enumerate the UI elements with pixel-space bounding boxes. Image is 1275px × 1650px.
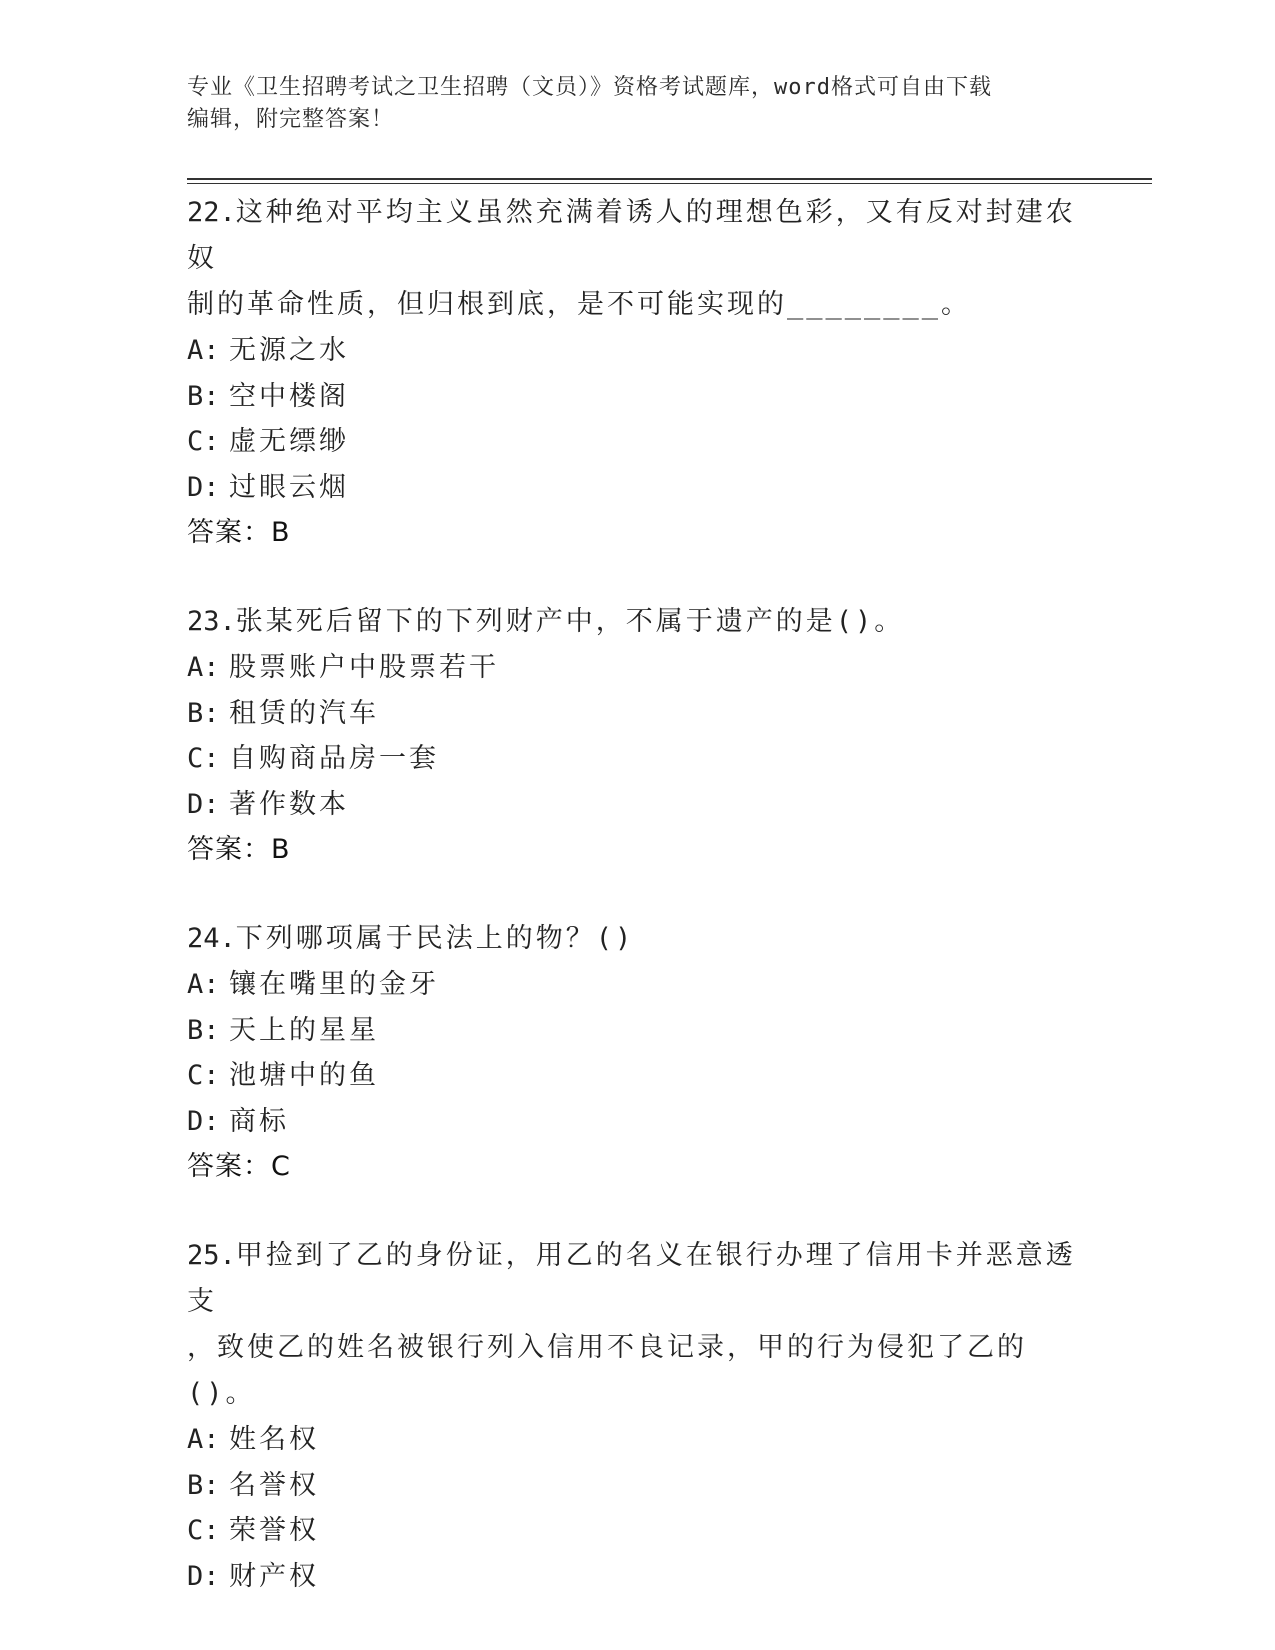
option-letter: B:: [187, 697, 220, 729]
option-text: 商标: [229, 1105, 289, 1137]
option-letter: C:: [187, 426, 220, 457]
option-d: [187, 465, 1087, 511]
option-b: [187, 691, 1087, 737]
option-letter: D:: [187, 1560, 220, 1592]
question-text-line-1: 这种绝对平均主义虽然充满着诱人的理想色彩，又有反对封建农奴: [187, 197, 1076, 274]
option-a: [187, 328, 1087, 374]
option-text: 镶在嘴里的金牙: [229, 969, 439, 1000]
option-letter: A:: [187, 1424, 220, 1455]
question-stem: [187, 190, 1087, 282]
question-text-line-1: 下列哪项属于民法上的物？(): [235, 923, 635, 954]
option-c: [187, 736, 1087, 782]
question-number: 24.: [187, 923, 236, 954]
option-text: 空中楼阁: [229, 380, 349, 412]
option-letter: A:: [187, 335, 220, 366]
option-text: 天上的星星: [229, 1014, 379, 1046]
question-22: [187, 190, 1087, 556]
answer-line: 答案：B: [187, 834, 291, 865]
option-text: 财产权: [229, 1560, 319, 1592]
question-stem: [187, 1233, 1087, 1325]
option-text: 名誉权: [229, 1469, 319, 1501]
option-letter: D:: [187, 788, 220, 820]
header-divider-thick: [187, 178, 1152, 180]
header-divider-thin: [187, 183, 1152, 184]
option-letter: C:: [187, 1515, 220, 1546]
question-text-line-2: 制的革命性质，但归根到底，是不可能实现的________。: [187, 289, 972, 320]
option-text: 自购商品房一套: [229, 743, 439, 774]
option-text: 荣誉权: [229, 1515, 319, 1546]
question-text-line-1: 甲捡到了乙的身份证，用乙的名义在银行办理了信用卡并恶意透支: [187, 1240, 1076, 1317]
option-letter: B:: [187, 380, 220, 412]
question-24: [187, 916, 1087, 1190]
question-stem: [187, 599, 1087, 645]
option-a: [187, 962, 1087, 1008]
option-letter: B:: [187, 1469, 220, 1501]
option-text: 虚无缥缈: [229, 426, 349, 457]
option-c: [187, 1053, 1087, 1099]
option-letter: D:: [187, 1105, 220, 1137]
question-number: 23.: [187, 606, 236, 637]
question-25: [187, 1233, 1087, 1599]
question-23: [187, 599, 1087, 873]
option-b: [187, 1008, 1087, 1054]
option-b: [187, 1463, 1087, 1509]
answer-line: 答案：B: [187, 517, 291, 548]
option-d: [187, 1099, 1087, 1145]
header-line-1: 专业《卫生招聘考试之卫生招聘（文员）》资格考试题库，word格式可自由下载: [187, 75, 992, 100]
option-text: 租赁的汽车: [229, 697, 379, 729]
option-a: [187, 1417, 1087, 1463]
option-text: 过眼云烟: [229, 471, 349, 503]
header-line-2: 编辑，附完整答案！: [187, 107, 395, 132]
option-letter: C:: [187, 743, 220, 774]
answer-line: 答案：C: [187, 1151, 291, 1182]
option-letter: A:: [187, 969, 220, 1000]
option-text: 股票账户中股票若干: [229, 652, 499, 683]
question-stem: [187, 916, 1087, 962]
question-number: 25.: [187, 1240, 236, 1271]
option-a: [187, 645, 1087, 691]
document-header: [187, 72, 1067, 136]
question-list: [187, 190, 1087, 1642]
question-text-line-2: ，致使乙的姓名被银行列入信用不良记录，甲的行为侵犯了乙的()。: [187, 1332, 1027, 1409]
option-text: 姓名权: [229, 1424, 319, 1455]
option-c: [187, 1508, 1087, 1554]
option-d: [187, 1554, 1087, 1600]
option-c: [187, 419, 1087, 465]
option-d: [187, 782, 1087, 828]
question-text-line-1: 张某死后留下的下列财产中，不属于遗产的是()。: [235, 606, 905, 637]
option-letter: A:: [187, 652, 220, 683]
option-letter: C:: [187, 1060, 220, 1091]
option-b: [187, 374, 1087, 420]
question-number: 22.: [187, 197, 236, 228]
option-text: 无源之水: [229, 335, 349, 366]
option-text: 著作数本: [229, 788, 349, 820]
option-letter: B:: [187, 1014, 220, 1046]
option-letter: D:: [187, 471, 220, 503]
option-text: 池塘中的鱼: [229, 1060, 379, 1091]
